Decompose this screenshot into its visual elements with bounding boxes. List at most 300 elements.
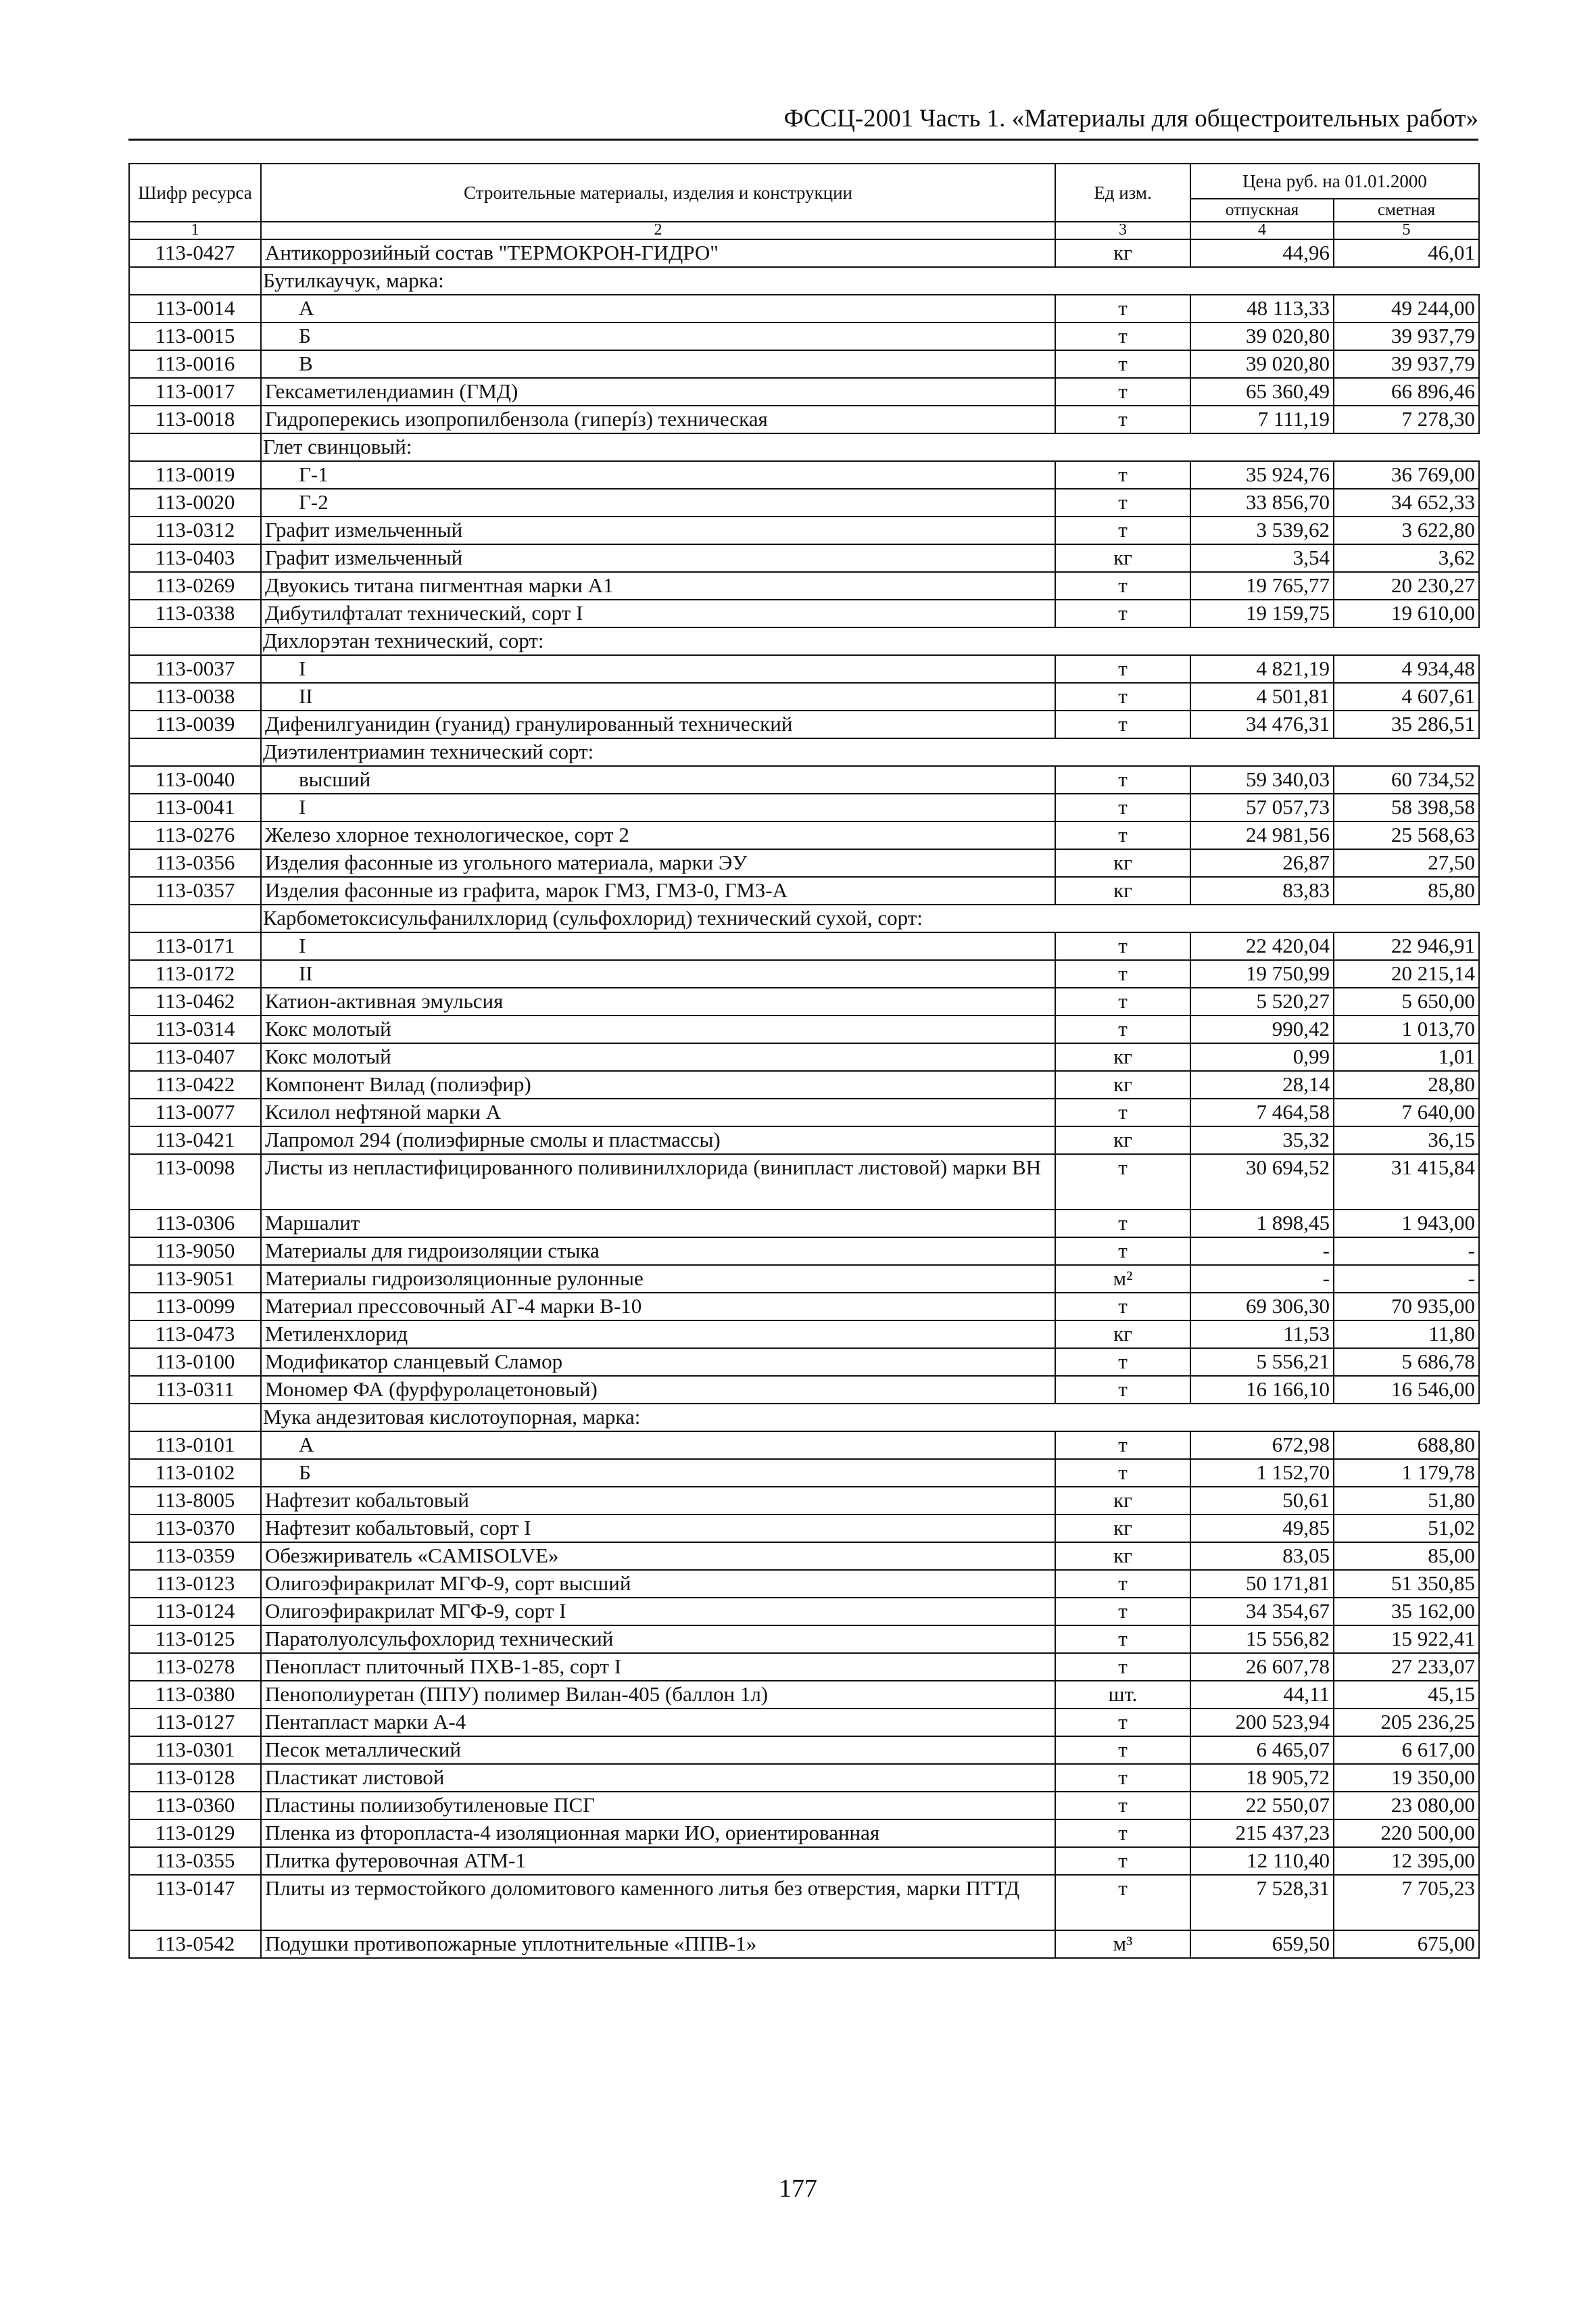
estimate-price-cell: - bbox=[1334, 1265, 1479, 1293]
name-cell: Г-1 bbox=[261, 461, 1055, 489]
table-row bbox=[129, 1570, 1479, 1598]
code-cell: 113-0314 bbox=[129, 1016, 261, 1043]
unit-cell: т bbox=[1055, 794, 1190, 821]
unit-cell: т bbox=[1055, 1625, 1190, 1653]
release-price-cell: 34 354,67 bbox=[1190, 1598, 1334, 1625]
release-price-cell: 33 856,70 bbox=[1190, 489, 1334, 517]
code-cell: 113-0301 bbox=[129, 1736, 261, 1764]
name-cell: Песок металлический bbox=[261, 1736, 1055, 1764]
unit-cell: т bbox=[1055, 1154, 1190, 1210]
name-cell: Графит измельченный bbox=[261, 517, 1055, 544]
name-cell: I bbox=[261, 932, 1055, 960]
release-price-cell: 26,87 bbox=[1190, 849, 1334, 877]
release-price-cell: 200 523,94 bbox=[1190, 1709, 1334, 1736]
header-rule bbox=[128, 139, 1478, 141]
table-row bbox=[129, 877, 1479, 905]
unit-cell: т bbox=[1055, 1293, 1190, 1320]
code-cell: 113-0311 bbox=[129, 1376, 261, 1404]
name-cell: Паратолуолсульфохлорид технический bbox=[261, 1625, 1055, 1653]
code-cell: 113-0038 bbox=[129, 683, 261, 711]
estimate-price-cell: 46,01 bbox=[1334, 239, 1479, 267]
unit-cell: кг bbox=[1055, 1487, 1190, 1514]
estimate-price-cell: 5 650,00 bbox=[1334, 988, 1479, 1016]
table-row bbox=[129, 683, 1479, 711]
table-row bbox=[129, 350, 1479, 378]
unit-cell: м³ bbox=[1055, 1930, 1190, 1958]
table-row bbox=[129, 1487, 1479, 1514]
unit-cell: кг bbox=[1055, 1126, 1190, 1154]
unit-cell: т bbox=[1055, 350, 1190, 378]
unit-cell: кг bbox=[1055, 849, 1190, 877]
table-row bbox=[129, 295, 1479, 323]
release-price-cell: 4 821,19 bbox=[1190, 655, 1334, 683]
unit-cell: т bbox=[1055, 932, 1190, 960]
release-price-cell: 6 465,07 bbox=[1190, 1736, 1334, 1764]
table-row bbox=[129, 1764, 1479, 1792]
estimate-price-cell: 51,80 bbox=[1334, 1487, 1479, 1514]
unit-cell: т bbox=[1055, 1016, 1190, 1043]
code-cell: 113-0127 bbox=[129, 1709, 261, 1736]
code-cell: 113-0077 bbox=[129, 1099, 261, 1126]
unit-cell: т bbox=[1055, 1210, 1190, 1237]
table-row bbox=[129, 489, 1479, 517]
release-price-cell: 22 420,04 bbox=[1190, 932, 1334, 960]
release-price-cell: 5 556,21 bbox=[1190, 1348, 1334, 1376]
code-cell: 113-0355 bbox=[129, 1847, 261, 1875]
release-price-cell: 28,14 bbox=[1190, 1071, 1334, 1099]
estimate-price-cell: 23 080,00 bbox=[1334, 1792, 1479, 1819]
estimate-price-cell: 12 395,00 bbox=[1334, 1847, 1479, 1875]
estimate-price-cell: 19 610,00 bbox=[1334, 600, 1479, 627]
release-price-cell: 19 765,77 bbox=[1190, 572, 1334, 600]
unit-cell: т bbox=[1055, 1570, 1190, 1598]
release-price-cell: 990,42 bbox=[1190, 1016, 1334, 1043]
table-row bbox=[129, 1930, 1479, 1958]
name-cell: Лапромол 294 (полиэфирные смолы и пластмассы) bbox=[261, 1126, 1055, 1154]
unit-cell: т bbox=[1055, 1598, 1190, 1625]
name-cell: Подушки противопожарные уплотнительные «ППВ-1» bbox=[261, 1930, 1055, 1958]
group-row bbox=[129, 433, 1479, 461]
group-code-cell bbox=[129, 738, 261, 766]
estimate-price-cell: 25 568,63 bbox=[1334, 821, 1479, 849]
name-cell: Катион-активная эмульсия bbox=[261, 988, 1055, 1016]
group-row bbox=[129, 267, 1479, 295]
code-cell: 113-0407 bbox=[129, 1043, 261, 1071]
name-cell: Компонент Вилад (полиэфир) bbox=[261, 1071, 1055, 1099]
release-price-cell: 4 501,81 bbox=[1190, 683, 1334, 711]
name-cell: Метиленхлорид bbox=[261, 1320, 1055, 1348]
code-cell: 113-0041 bbox=[129, 794, 261, 821]
unit-cell: т bbox=[1055, 1792, 1190, 1819]
table-row bbox=[129, 1265, 1479, 1293]
group-title: Дихлорэтан технический, сорт: bbox=[261, 627, 1479, 655]
unit-cell: т bbox=[1055, 461, 1190, 489]
estimate-price-cell: 1 943,00 bbox=[1334, 1210, 1479, 1237]
release-price-cell: 24 981,56 bbox=[1190, 821, 1334, 849]
unit-cell: т bbox=[1055, 655, 1190, 683]
table-row bbox=[129, 988, 1479, 1016]
table-row bbox=[129, 1154, 1479, 1210]
code-cell: 113-0171 bbox=[129, 932, 261, 960]
col-header-name: Строительные материалы, изделия и конструкции bbox=[261, 164, 1055, 222]
unit-cell: т bbox=[1055, 988, 1190, 1016]
name-cell: Обезжириватель «CAMISOLVE» bbox=[261, 1542, 1055, 1570]
unit-cell: т bbox=[1055, 821, 1190, 849]
table-row bbox=[129, 1431, 1479, 1459]
unit-cell: т bbox=[1055, 1376, 1190, 1404]
release-price-cell: 16 166,10 bbox=[1190, 1376, 1334, 1404]
estimate-price-cell: 4 934,48 bbox=[1334, 655, 1479, 683]
table-row bbox=[129, 1376, 1479, 1404]
estimate-price-cell: 220 500,00 bbox=[1334, 1819, 1479, 1847]
name-cell: Железо хлорное технологическое, сорт 2 bbox=[261, 821, 1055, 849]
unit-cell: т bbox=[1055, 1847, 1190, 1875]
name-cell: I bbox=[261, 655, 1055, 683]
release-price-cell: 48 113,33 bbox=[1190, 295, 1334, 323]
estimate-price-cell: 1,01 bbox=[1334, 1043, 1479, 1071]
table-row bbox=[129, 1736, 1479, 1764]
table-row bbox=[129, 1071, 1479, 1099]
table-row bbox=[129, 239, 1479, 267]
table-row bbox=[129, 1099, 1479, 1126]
code-cell: 113-0101 bbox=[129, 1431, 261, 1459]
document-title: ФССЦ-2001 Часть 1. «Материалы для общестроительных работ» bbox=[783, 105, 1478, 133]
release-price-cell: 35 924,76 bbox=[1190, 461, 1334, 489]
unit-cell: т bbox=[1055, 1348, 1190, 1376]
name-cell: Гидроперекись изопропилбензола (гиперíз) техническая bbox=[261, 406, 1055, 433]
code-cell: 113-0172 bbox=[129, 960, 261, 988]
table-body bbox=[129, 239, 1479, 1958]
release-price-cell: 50 171,81 bbox=[1190, 1570, 1334, 1598]
estimate-price-cell: 11,80 bbox=[1334, 1320, 1479, 1348]
estimate-price-cell: 39 937,79 bbox=[1334, 350, 1479, 378]
unit-cell: т bbox=[1055, 1875, 1190, 1930]
table-row bbox=[129, 766, 1479, 794]
group-code-cell bbox=[129, 1404, 261, 1431]
estimate-price-cell: 45,15 bbox=[1334, 1681, 1479, 1709]
table-row bbox=[129, 1598, 1479, 1625]
unit-cell: кг bbox=[1055, 1514, 1190, 1542]
table-row bbox=[129, 461, 1479, 489]
estimate-price-cell: 1 179,78 bbox=[1334, 1459, 1479, 1487]
table-row bbox=[129, 1792, 1479, 1819]
table-row bbox=[129, 572, 1479, 600]
unit-cell: т bbox=[1055, 683, 1190, 711]
name-cell: Мономер ФА (фурфуролацетоновый) bbox=[261, 1376, 1055, 1404]
table-row bbox=[129, 1625, 1479, 1653]
code-cell: 113-0098 bbox=[129, 1154, 261, 1210]
code-cell: 113-0016 bbox=[129, 350, 261, 378]
name-cell: А bbox=[261, 295, 1055, 323]
unit-cell: т bbox=[1055, 517, 1190, 544]
release-price-cell: 30 694,52 bbox=[1190, 1154, 1334, 1210]
release-price-cell: 26 607,78 bbox=[1190, 1653, 1334, 1681]
estimate-price-cell: 27 233,07 bbox=[1334, 1653, 1479, 1681]
table-row bbox=[129, 600, 1479, 627]
name-cell: Графит измельченный bbox=[261, 544, 1055, 572]
table-row bbox=[129, 323, 1479, 350]
table-row bbox=[129, 1126, 1479, 1154]
code-cell: 113-9050 bbox=[129, 1237, 261, 1265]
estimate-price-cell: 27,50 bbox=[1334, 849, 1479, 877]
table-row bbox=[129, 1681, 1479, 1709]
group-code-cell bbox=[129, 905, 261, 932]
table-row bbox=[129, 711, 1479, 738]
code-cell: 113-0370 bbox=[129, 1514, 261, 1542]
unit-cell: т bbox=[1055, 960, 1190, 988]
unit-cell: т bbox=[1055, 1099, 1190, 1126]
release-price-cell: 11,53 bbox=[1190, 1320, 1334, 1348]
group-title: Мука андезитовая кислотоупорная, марка: bbox=[261, 1404, 1479, 1431]
unit-cell: т bbox=[1055, 1819, 1190, 1847]
release-price-cell: 672,98 bbox=[1190, 1431, 1334, 1459]
estimate-price-cell: 51,02 bbox=[1334, 1514, 1479, 1542]
name-cell: Пентапласт марки А-4 bbox=[261, 1709, 1055, 1736]
col-number-3: 3 bbox=[1055, 222, 1190, 239]
release-price-cell: 44,11 bbox=[1190, 1681, 1334, 1709]
release-price-cell: 49,85 bbox=[1190, 1514, 1334, 1542]
page-header bbox=[128, 101, 1478, 137]
name-cell: Модификатор сланцевый Сламор bbox=[261, 1348, 1055, 1376]
code-cell: 113-0422 bbox=[129, 1071, 261, 1099]
group-row bbox=[129, 738, 1479, 766]
col-header-price: Цена руб. на 01.01.2000 bbox=[1190, 164, 1479, 199]
table-row bbox=[129, 1237, 1479, 1265]
release-price-cell: 19 750,99 bbox=[1190, 960, 1334, 988]
group-code-cell bbox=[129, 267, 261, 295]
name-cell: В bbox=[261, 350, 1055, 378]
release-price-cell: 34 476,31 bbox=[1190, 711, 1334, 738]
code-cell: 113-0276 bbox=[129, 821, 261, 849]
release-price-cell: 12 110,40 bbox=[1190, 1847, 1334, 1875]
table-row bbox=[129, 1709, 1479, 1736]
code-cell: 113-0278 bbox=[129, 1653, 261, 1681]
code-cell: 113-9051 bbox=[129, 1265, 261, 1293]
name-cell: Пластикат листовой bbox=[261, 1764, 1055, 1792]
name-cell: II bbox=[261, 683, 1055, 711]
name-cell: Плитка футеровочная АТМ-1 bbox=[261, 1847, 1055, 1875]
group-code-cell bbox=[129, 433, 261, 461]
code-cell: 113-0123 bbox=[129, 1570, 261, 1598]
name-cell: Пленка из фторопласта-4 изоляционная марки ИО, ориентированная bbox=[261, 1819, 1055, 1847]
name-cell: А bbox=[261, 1431, 1055, 1459]
release-price-cell: - bbox=[1190, 1265, 1334, 1293]
estimate-price-cell: 35 162,00 bbox=[1334, 1598, 1479, 1625]
name-cell: Материалы гидроизоляционные рулонные bbox=[261, 1265, 1055, 1293]
code-cell: 113-0100 bbox=[129, 1348, 261, 1376]
table-row bbox=[129, 517, 1479, 544]
col-number-1: 1 bbox=[129, 222, 261, 239]
release-price-cell: 35,32 bbox=[1190, 1126, 1334, 1154]
code-cell: 113-0124 bbox=[129, 1598, 261, 1625]
release-price-cell: 3,54 bbox=[1190, 544, 1334, 572]
name-cell: Гексаметилендиамин (ГМД) bbox=[261, 378, 1055, 406]
name-cell: Нафтезит кобальтовый, сорт I bbox=[261, 1514, 1055, 1542]
release-price-cell: 0,99 bbox=[1190, 1043, 1334, 1071]
release-price-cell: 57 057,73 bbox=[1190, 794, 1334, 821]
release-price-cell: 7 111,19 bbox=[1190, 406, 1334, 433]
code-cell: 113-8005 bbox=[129, 1487, 261, 1514]
estimate-price-cell: 20 230,27 bbox=[1334, 572, 1479, 600]
code-cell: 113-0359 bbox=[129, 1542, 261, 1570]
release-price-cell: 3 539,62 bbox=[1190, 517, 1334, 544]
code-cell: 113-0125 bbox=[129, 1625, 261, 1653]
estimate-price-cell: 15 922,41 bbox=[1334, 1625, 1479, 1653]
name-cell: Кокс молотый bbox=[261, 1016, 1055, 1043]
unit-cell: кг bbox=[1055, 1542, 1190, 1570]
estimate-price-cell: 85,80 bbox=[1334, 877, 1479, 905]
unit-cell: шт. bbox=[1055, 1681, 1190, 1709]
code-cell: 113-0403 bbox=[129, 544, 261, 572]
code-cell: 113-0542 bbox=[129, 1930, 261, 1958]
estimate-price-cell: 22 946,91 bbox=[1334, 932, 1479, 960]
code-cell: 113-0099 bbox=[129, 1293, 261, 1320]
col-header-estimate: сметная bbox=[1334, 199, 1479, 222]
group-title: Глет свинцовый: bbox=[261, 433, 1479, 461]
table-row bbox=[129, 1459, 1479, 1487]
release-price-cell: 5 520,27 bbox=[1190, 988, 1334, 1016]
code-cell: 113-0039 bbox=[129, 711, 261, 738]
code-cell: 113-0037 bbox=[129, 655, 261, 683]
table-row bbox=[129, 932, 1479, 960]
code-cell: 113-0102 bbox=[129, 1459, 261, 1487]
table-row bbox=[129, 1210, 1479, 1237]
name-cell: Б bbox=[261, 323, 1055, 350]
release-price-cell: 659,50 bbox=[1190, 1930, 1334, 1958]
table-row bbox=[129, 1819, 1479, 1847]
name-cell: Дибутилфталат технический, сорт I bbox=[261, 600, 1055, 627]
unit-cell: т bbox=[1055, 572, 1190, 600]
table-row bbox=[129, 406, 1479, 433]
estimate-price-cell: 31 415,84 bbox=[1334, 1154, 1479, 1210]
release-price-cell: 18 905,72 bbox=[1190, 1764, 1334, 1792]
estimate-price-cell: 205 236,25 bbox=[1334, 1709, 1479, 1736]
table-row bbox=[129, 655, 1479, 683]
table-row bbox=[129, 960, 1479, 988]
name-cell: Антикоррозийный состав "ТЕРМОКРОН-ГИДРО" bbox=[261, 239, 1055, 267]
estimate-price-cell: 7 705,23 bbox=[1334, 1875, 1479, 1930]
unit-cell: т bbox=[1055, 1653, 1190, 1681]
unit-cell: т bbox=[1055, 1764, 1190, 1792]
estimate-price-cell: 19 350,00 bbox=[1334, 1764, 1479, 1792]
release-price-cell: 7 464,58 bbox=[1190, 1099, 1334, 1126]
name-cell: Пластины полиизобутиленовые ПСГ bbox=[261, 1792, 1055, 1819]
name-cell: Нафтезит кобальтовый bbox=[261, 1487, 1055, 1514]
group-title: Карбометоксисульфанилхлорид (сульфохлорид) технический сухой, сорт: bbox=[261, 905, 1479, 932]
page-number: 177 bbox=[779, 2174, 817, 2203]
name-cell: Олигоэфиракрилат МГФ-9, сорт I bbox=[261, 1598, 1055, 1625]
unit-cell: т bbox=[1055, 378, 1190, 406]
estimate-price-cell: 20 215,14 bbox=[1334, 960, 1479, 988]
code-cell: 113-0128 bbox=[129, 1764, 261, 1792]
name-cell: Ксилол нефтяной марки А bbox=[261, 1099, 1055, 1126]
estimate-price-cell: 3,62 bbox=[1334, 544, 1479, 572]
table-row bbox=[129, 1043, 1479, 1071]
estimate-price-cell: 60 734,52 bbox=[1334, 766, 1479, 794]
estimate-price-cell: 66 896,46 bbox=[1334, 378, 1479, 406]
table-row bbox=[129, 794, 1479, 821]
table-row bbox=[129, 1847, 1479, 1875]
release-price-cell: - bbox=[1190, 1237, 1334, 1265]
name-cell: Г-2 bbox=[261, 489, 1055, 517]
code-cell: 113-0427 bbox=[129, 239, 261, 267]
code-cell: 113-0147 bbox=[129, 1875, 261, 1930]
table-row bbox=[129, 1514, 1479, 1542]
name-cell: Изделия фасонные из угольного материала, марки ЭУ bbox=[261, 849, 1055, 877]
unit-cell: кг bbox=[1055, 1043, 1190, 1071]
code-cell: 113-0014 bbox=[129, 295, 261, 323]
estimate-price-cell: 7 278,30 bbox=[1334, 406, 1479, 433]
estimate-price-cell: 3 622,80 bbox=[1334, 517, 1479, 544]
unit-cell: кг bbox=[1055, 1320, 1190, 1348]
unit-cell: т bbox=[1055, 600, 1190, 627]
estimate-price-cell: 51 350,85 bbox=[1334, 1570, 1479, 1598]
estimate-price-cell: 58 398,58 bbox=[1334, 794, 1479, 821]
unit-cell: т bbox=[1055, 711, 1190, 738]
code-cell: 113-0312 bbox=[129, 517, 261, 544]
code-cell: 113-0380 bbox=[129, 1681, 261, 1709]
estimate-price-cell: 35 286,51 bbox=[1334, 711, 1479, 738]
table-row bbox=[129, 544, 1479, 572]
release-price-cell: 69 306,30 bbox=[1190, 1293, 1334, 1320]
table-row bbox=[129, 1016, 1479, 1043]
code-cell: 113-0338 bbox=[129, 600, 261, 627]
table-row bbox=[129, 821, 1479, 849]
release-price-cell: 22 550,07 bbox=[1190, 1792, 1334, 1819]
unit-cell: т bbox=[1055, 1459, 1190, 1487]
unit-cell: кг bbox=[1055, 544, 1190, 572]
code-cell: 113-0015 bbox=[129, 323, 261, 350]
release-price-cell: 44,96 bbox=[1190, 239, 1334, 267]
estimate-price-cell: 688,80 bbox=[1334, 1431, 1479, 1459]
name-cell: Дифенилгуанидин (гуанид) гранулированный технический bbox=[261, 711, 1055, 738]
estimate-price-cell: 7 640,00 bbox=[1334, 1099, 1479, 1126]
name-cell: Кокс молотый bbox=[261, 1043, 1055, 1071]
unit-cell: кг bbox=[1055, 877, 1190, 905]
group-title: Диэтилентриамин технический сорт: bbox=[261, 738, 1479, 766]
unit-cell: т bbox=[1055, 323, 1190, 350]
code-cell: 113-0269 bbox=[129, 572, 261, 600]
name-cell: Б bbox=[261, 1459, 1055, 1487]
table-row bbox=[129, 378, 1479, 406]
table-row bbox=[129, 1542, 1479, 1570]
name-cell: Материалы для гидроизоляции стыка bbox=[261, 1237, 1055, 1265]
estimate-price-cell: 4 607,61 bbox=[1334, 683, 1479, 711]
release-price-cell: 215 437,23 bbox=[1190, 1819, 1334, 1847]
release-price-cell: 65 360,49 bbox=[1190, 378, 1334, 406]
group-title: Бутилкаучук, марка: bbox=[261, 267, 1479, 295]
unit-cell: т bbox=[1055, 1431, 1190, 1459]
name-cell: Олигоэфиракрилат МГФ-9, сорт высший bbox=[261, 1570, 1055, 1598]
estimate-price-cell: 36 769,00 bbox=[1334, 461, 1479, 489]
estimate-price-cell: 36,15 bbox=[1334, 1126, 1479, 1154]
unit-cell: кг bbox=[1055, 1071, 1190, 1099]
estimate-price-cell: 1 013,70 bbox=[1334, 1016, 1479, 1043]
unit-cell: т bbox=[1055, 406, 1190, 433]
estimate-price-cell: 5 686,78 bbox=[1334, 1348, 1479, 1376]
estimate-price-cell: 675,00 bbox=[1334, 1930, 1479, 1958]
release-price-cell: 1 898,45 bbox=[1190, 1210, 1334, 1237]
unit-cell: т bbox=[1055, 489, 1190, 517]
code-cell: 113-0017 bbox=[129, 378, 261, 406]
col-number-4: 4 bbox=[1190, 222, 1334, 239]
release-price-cell: 39 020,80 bbox=[1190, 323, 1334, 350]
code-cell: 113-0129 bbox=[129, 1819, 261, 1847]
code-cell: 113-0356 bbox=[129, 849, 261, 877]
unit-cell: т bbox=[1055, 295, 1190, 323]
unit-cell: т bbox=[1055, 766, 1190, 794]
release-price-cell: 19 159,75 bbox=[1190, 600, 1334, 627]
